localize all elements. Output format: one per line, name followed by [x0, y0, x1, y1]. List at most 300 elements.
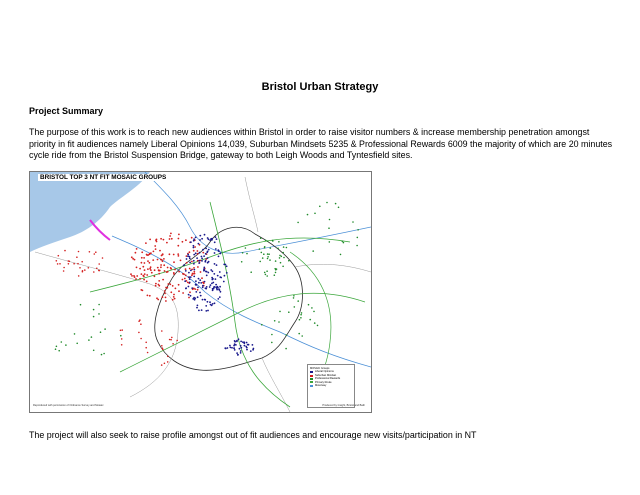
mosaic-point — [147, 260, 149, 262]
mosaic-point — [63, 267, 65, 269]
mosaic-point — [189, 291, 191, 293]
mosaic-point — [269, 259, 271, 261]
mosaic-point — [250, 271, 252, 273]
mosaic-point — [220, 277, 222, 279]
mosaic-point — [214, 241, 216, 243]
mosaic-point — [57, 263, 59, 265]
mosaic-point — [76, 256, 78, 258]
mosaic-point — [241, 261, 243, 263]
mosaic-point — [265, 274, 267, 276]
mosaic-point — [169, 253, 171, 255]
city-boundary — [155, 227, 303, 370]
mosaic-point — [161, 255, 163, 257]
mosaic-point — [198, 310, 200, 312]
mosaic-point — [79, 267, 81, 269]
mosaic-point — [80, 304, 82, 306]
mosaic-point — [91, 336, 93, 338]
mosaic-point — [356, 245, 358, 247]
mosaic-point — [77, 263, 79, 265]
mosaic-point — [190, 270, 192, 272]
mosaic-point — [203, 270, 205, 272]
mosaic-point — [246, 349, 248, 351]
mosaic-point — [193, 240, 195, 242]
mosaic-point — [131, 275, 133, 277]
mosaic-point — [247, 344, 249, 346]
mosaic-point — [164, 293, 166, 295]
mosaic-point — [186, 258, 188, 260]
mosaic-point — [56, 346, 58, 348]
mosaic-point — [282, 252, 284, 254]
mosaic-point — [191, 287, 193, 289]
mosaic-point — [136, 275, 138, 277]
mosaic-point — [202, 286, 204, 288]
mosaic-point — [121, 338, 123, 340]
mosaic-point — [239, 348, 241, 350]
legend-label: Primary Route — [315, 380, 332, 384]
mosaic-point — [194, 299, 196, 301]
mosaic-point — [155, 283, 157, 285]
mosaic-point — [154, 245, 156, 247]
mosaic-point — [197, 287, 199, 289]
mosaic-point — [189, 256, 191, 258]
mosaic-point — [197, 296, 199, 298]
mosaic-point — [76, 343, 78, 345]
mosaic-point — [309, 319, 311, 321]
mosaic-point — [188, 272, 190, 274]
mosaic-point — [209, 301, 211, 303]
mosaic-point — [169, 283, 171, 285]
mosaic-point — [141, 262, 143, 264]
mosaic-point — [185, 274, 187, 276]
mosaic-point — [317, 325, 319, 327]
mosaic-point — [138, 332, 140, 334]
mosaic-point — [100, 331, 102, 333]
mosaic-point — [150, 252, 152, 254]
district-boundary-west — [35, 252, 178, 397]
mosaic-point — [189, 251, 191, 253]
mosaic-point — [136, 267, 138, 269]
legend-swatch — [310, 378, 313, 380]
mosaic-point — [270, 247, 272, 249]
mosaic-point — [312, 250, 314, 252]
mosaic-point — [201, 309, 203, 311]
mosaic-point — [95, 251, 97, 253]
mosaic-point — [169, 339, 171, 341]
mosaic-point — [140, 338, 142, 340]
mosaic-point — [272, 240, 274, 242]
mosaic-point — [282, 266, 284, 268]
mosaic-point — [187, 282, 189, 284]
mosaic-point — [173, 272, 175, 274]
mosaic-point — [178, 234, 180, 236]
mosaic-point — [357, 229, 359, 231]
mosaic-point — [278, 321, 280, 323]
mosaic-point — [225, 264, 227, 266]
mosaic-point — [238, 338, 240, 340]
mosaic-point — [202, 249, 204, 251]
mosaic-point — [259, 261, 261, 263]
mosaic-point — [246, 347, 248, 349]
mosaic-point — [103, 353, 105, 355]
mosaic-point — [197, 305, 199, 307]
mosaic-point — [201, 238, 203, 240]
mosaic-point — [59, 263, 61, 265]
mosaic-point — [311, 307, 313, 309]
mosaic-point — [141, 257, 143, 259]
mosaic-point — [144, 273, 146, 275]
mosaic-point — [274, 320, 276, 322]
mosaic-point — [93, 309, 95, 311]
mosaic-point — [170, 339, 172, 341]
mosaic-point — [185, 288, 187, 290]
mosaic-point — [143, 279, 145, 281]
mosaic-point — [199, 252, 201, 254]
mosaic-point — [297, 300, 299, 302]
closing-text: The project will also seek to raise profile amongst out of fit audiences and encourage new visits/participation in NT — [29, 430, 477, 440]
mosaic-point — [207, 237, 209, 239]
mosaic-point — [193, 238, 195, 240]
mosaic-point — [279, 311, 281, 313]
mosaic-point — [236, 352, 238, 354]
mosaic-point — [140, 323, 142, 325]
mosaic-point — [170, 268, 172, 270]
mosaic-point — [297, 222, 299, 224]
mosaic-point — [300, 314, 302, 316]
mosaic-point — [211, 277, 213, 279]
legend-swatch — [310, 381, 313, 383]
mosaic-point — [219, 286, 221, 288]
mosaic-point — [240, 347, 242, 349]
legend-item — [310, 384, 352, 387]
map-footnote-left: Reproduced with permission of Ordnance Survey and Mosaic — [33, 404, 104, 407]
mosaic-point — [205, 253, 207, 255]
mosaic-point — [196, 257, 198, 259]
mosaic-point — [319, 206, 321, 208]
mosaic-point — [160, 259, 162, 261]
mosaic-point — [158, 284, 160, 286]
mosaic-point — [343, 242, 345, 244]
mosaic-point — [329, 241, 331, 243]
mosaic-point — [98, 270, 100, 272]
mosaic-point — [204, 234, 206, 236]
mosaic-point — [172, 285, 174, 287]
mosaic-point — [244, 345, 246, 347]
mosaic-point — [63, 270, 65, 272]
mosaic-point — [88, 339, 90, 341]
mosaic-point — [158, 270, 160, 272]
mosaic-point — [104, 328, 106, 330]
mosaic-point — [180, 260, 182, 262]
mosaic-point — [231, 347, 233, 349]
mosaic-point — [215, 236, 217, 238]
mosaic-point — [233, 347, 235, 349]
mosaic-point — [152, 259, 154, 261]
mosaic-point — [201, 256, 203, 258]
legend-swatch — [310, 375, 313, 377]
mosaic-point — [240, 350, 242, 352]
mosaic-point — [217, 275, 219, 277]
mosaic-point — [206, 275, 208, 277]
mosaic-point — [285, 334, 287, 336]
mosaic-point — [206, 271, 208, 273]
mosaic-point — [215, 248, 217, 250]
mosaic-point — [235, 344, 237, 346]
mosaic-point — [214, 302, 216, 304]
mosaic-point — [198, 243, 200, 245]
mosaic-point — [200, 282, 202, 284]
mosaic-point — [328, 227, 330, 229]
mosaic-point — [193, 267, 195, 269]
mosaic-point — [267, 253, 269, 255]
mosaic-point — [262, 257, 264, 259]
mosaic-point — [58, 255, 60, 257]
mosaic-point — [120, 335, 122, 337]
mosaic-point — [193, 271, 195, 273]
mosaic-point — [170, 291, 172, 293]
mosaic-point — [285, 348, 287, 350]
document-title: Bristol Urban Strategy — [261, 81, 379, 93]
legend-label: Suburban Mindset — [315, 373, 337, 377]
mosaic-point — [313, 311, 315, 313]
mosaic-point — [202, 299, 204, 301]
mosaic-point — [266, 275, 268, 277]
mosaic-point — [151, 272, 153, 274]
mosaic-point — [192, 273, 194, 275]
project-summary-heading: Project Summary — [29, 106, 104, 116]
mosaic-point — [158, 280, 160, 282]
mosaic-point — [163, 239, 165, 241]
mosaic-point — [191, 274, 193, 276]
mosaic-point — [205, 310, 207, 312]
mosaic-point — [98, 313, 100, 315]
mosaic-point — [338, 207, 340, 209]
mosaic-point — [267, 258, 269, 260]
mosaic-point — [240, 341, 242, 343]
mosaic-point — [203, 255, 205, 257]
mosaic-point — [214, 263, 216, 265]
mosaic-point — [93, 271, 95, 273]
mosaic-point — [163, 258, 165, 260]
mosaic-point — [193, 250, 195, 252]
mosaic-point — [145, 347, 147, 349]
mosaic-point — [161, 364, 163, 366]
mosaic-point — [190, 295, 192, 297]
mosaic-point — [207, 272, 209, 274]
mosaic-point — [166, 242, 168, 244]
mosaic-point — [261, 252, 263, 254]
map-title: BRISTOL TOP 3 NT FIT MOSAIC GROUPS — [40, 174, 167, 181]
legend-label: Professional Rewards — [315, 377, 341, 381]
mosaic-point — [223, 281, 225, 283]
mosaic-point — [120, 330, 122, 332]
mosaic-point — [78, 251, 80, 253]
mosaic-point — [121, 329, 123, 331]
mosaic-point — [189, 258, 191, 260]
mosaic-point — [171, 238, 173, 240]
mosaic-point — [274, 274, 276, 276]
mosaic-point — [198, 262, 200, 264]
mosaic-point — [279, 255, 281, 257]
mosaic-point — [264, 272, 266, 274]
mosaic-point — [268, 253, 270, 255]
mosaic-point — [201, 260, 203, 262]
mosaic-point — [69, 261, 71, 263]
mosaic-point — [165, 287, 167, 289]
mosaic-point — [205, 305, 207, 307]
mosaic-point — [197, 289, 199, 291]
mosaic-point — [212, 288, 214, 290]
mosaic-point — [193, 247, 195, 249]
mosaic-point — [230, 347, 232, 349]
mosaic-point — [173, 296, 175, 298]
mosaic-point — [237, 354, 239, 356]
mosaic-point — [201, 258, 203, 260]
mosaic-point — [182, 241, 184, 243]
mosaic-point — [157, 299, 159, 301]
mosaic-point — [162, 349, 164, 351]
mosaic-point — [215, 278, 217, 280]
mosaic-point — [226, 272, 228, 274]
mosaic-point — [191, 261, 193, 263]
mosaic-point — [283, 257, 285, 259]
mosaic-point — [210, 284, 212, 286]
mosaic-point — [209, 286, 211, 288]
mosaic-point — [73, 263, 75, 265]
mosaic-point — [200, 271, 202, 273]
mosaic-point — [352, 221, 354, 223]
mosaic-point — [131, 256, 133, 258]
mosaic-point — [288, 311, 290, 313]
mosaic-point — [240, 345, 242, 347]
mosaic-point — [234, 340, 236, 342]
mosaic-point — [174, 269, 176, 271]
mosaic-point — [278, 241, 280, 243]
mosaic-point — [213, 273, 215, 275]
mosaic-point — [167, 283, 169, 285]
mosaic-point — [242, 252, 244, 254]
docks — [90, 220, 110, 240]
mosaic-point — [308, 304, 310, 306]
mosaic-point — [193, 260, 195, 262]
mosaic-point — [194, 246, 196, 248]
legend-label: Liberal Opinions — [315, 370, 334, 374]
mosaic-point — [195, 280, 197, 282]
mosaic-point — [166, 271, 168, 273]
mosaic-point — [141, 251, 143, 253]
mosaic-point — [193, 245, 195, 247]
mosaic-point — [147, 352, 149, 354]
mosaic-point — [93, 316, 95, 318]
mosaic-point — [195, 237, 197, 239]
mosaic-point — [207, 310, 209, 312]
mosaic-point — [329, 219, 331, 221]
mosaic-point — [342, 241, 344, 243]
mosaic-point — [177, 245, 179, 247]
mosaic-point — [197, 253, 199, 255]
mosaic-point — [188, 297, 190, 299]
mosaic-point — [193, 254, 195, 256]
mosaic-point — [173, 294, 175, 296]
mosaic-point — [217, 249, 219, 251]
mosaic-point — [101, 354, 103, 356]
mosaic-point — [199, 292, 201, 294]
mosaic-point — [209, 239, 211, 241]
mosaic-point — [153, 251, 155, 253]
mosaic-point — [184, 278, 186, 280]
mosaic-point — [147, 295, 149, 297]
mosaic-point — [188, 294, 190, 296]
mosaic-point — [205, 287, 207, 289]
mosaic-point — [217, 298, 219, 300]
mosaic-point — [202, 252, 204, 254]
mosaic-point — [157, 267, 159, 269]
mosaic-point — [138, 320, 140, 322]
mosaic-point — [224, 275, 226, 277]
mosaic-point — [167, 361, 169, 363]
mosaic-point — [154, 269, 156, 271]
mosaic-point — [185, 268, 187, 270]
mosaic-point — [188, 286, 190, 288]
mosaic-point — [188, 276, 190, 278]
mosaic-point — [58, 350, 60, 352]
mosaic-point — [275, 260, 277, 262]
mosaic-point — [203, 267, 205, 269]
mosaic-point — [84, 269, 86, 271]
mosaic-point — [246, 253, 248, 255]
mosaic-point — [165, 297, 167, 299]
mosaic-point — [205, 260, 207, 262]
mosaic-point — [145, 342, 147, 344]
mosaic-point — [204, 299, 206, 301]
mosaic-point — [139, 268, 141, 270]
mosaic-point — [227, 347, 229, 349]
mosaic-point — [68, 263, 70, 265]
mosaic-point — [142, 290, 144, 292]
mosaic-point — [191, 237, 193, 239]
mosaic-point — [171, 337, 173, 339]
mosaic-point — [135, 252, 137, 254]
mosaic-point — [300, 317, 302, 319]
mosaic-point — [81, 261, 83, 263]
mosaic-point — [277, 248, 279, 250]
mosaic-point — [102, 257, 104, 259]
mosaic-point — [286, 247, 288, 249]
mosaic-point — [55, 348, 57, 350]
mosaic-point — [199, 239, 201, 241]
mosaic-point — [299, 319, 301, 321]
mosaic-point — [211, 283, 213, 285]
mosaic-point — [294, 306, 296, 308]
mosaic-point — [189, 278, 191, 280]
mosaic-point — [226, 265, 228, 267]
mosaic-point — [182, 292, 184, 294]
mosaic-point — [193, 263, 195, 265]
mosaic-point — [173, 261, 175, 263]
mosaic-point — [271, 334, 273, 336]
mosaic-point — [78, 275, 80, 277]
mosaic-point — [204, 281, 206, 283]
mosaic-point — [189, 262, 191, 264]
mosaic-point — [260, 237, 262, 239]
mosaic-point — [149, 262, 151, 264]
mosaic-point — [183, 264, 185, 266]
mosaic-point — [98, 304, 100, 306]
mosaic-point — [218, 256, 220, 258]
map-legend — [307, 364, 355, 408]
mosaic-point — [288, 260, 290, 262]
mosaic-point — [252, 349, 254, 351]
mosaic-point — [206, 286, 208, 288]
